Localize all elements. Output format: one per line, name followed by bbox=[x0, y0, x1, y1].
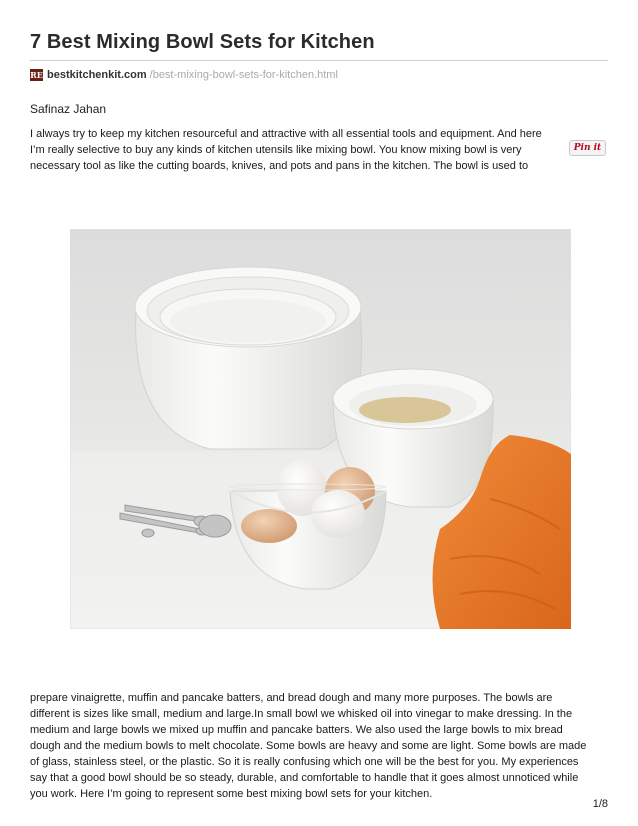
text-line: medium and large bowls we mixed up muffin and pancake batters. We also used the large bowls to mix bread bbox=[30, 724, 563, 736]
text-line: necessary tool as like the cutting boards, knives, and pots and pans in the kitchen. The bowl is used to bbox=[30, 160, 529, 172]
page-title: 7 Best Mixing Bowl Sets for Kitchen bbox=[30, 31, 375, 53]
site-favicon-icon: RE bbox=[30, 70, 43, 80]
source-line bbox=[30, 67, 338, 83]
text-line: I’m really selective to buy any kinds of kitchen utensils like mixing bowl. You know mixing bowl is very bbox=[30, 144, 522, 156]
egg bbox=[311, 490, 365, 538]
text-line: of glass, stainless steel, or the plastic. So it is really confusing which one will be the best for you. My experiences bbox=[30, 756, 579, 768]
mixing-bowls-photo bbox=[70, 229, 571, 629]
text-line: you work. Here I’m going to represent some best mixing bowl sets for your kitchen. bbox=[30, 788, 433, 800]
source-domain-link[interactable]: bestkitchenkit.com bbox=[47, 69, 147, 81]
intro-paragraph bbox=[30, 126, 542, 174]
text-line: dough and the medium bowls to melt chocolate. Some bowls are heavy and some are light. Some bowls are made bbox=[30, 740, 587, 752]
title-divider bbox=[30, 60, 608, 61]
source-path-link[interactable]: /best-mixing-bowl-sets-for-kitchen.html bbox=[149, 69, 338, 81]
egg bbox=[241, 509, 297, 543]
pin-it-button[interactable]: Pin it bbox=[569, 140, 606, 156]
page-number: 1/8 bbox=[592, 798, 608, 810]
body-paragraph bbox=[30, 690, 586, 802]
text-line: different is sizes like small, medium and large.In small bowl we whisked oil into vinegar to make dressing. In the bbox=[30, 708, 573, 720]
text-line: say that a good bowl should be so steady, durable, and comfortable to handle that it goes almost unnoticed while bbox=[30, 772, 579, 784]
text-line: prepare vinaigrette, muffin and pancake batters, and bread dough and many more purposes. The bowls are bbox=[30, 692, 553, 704]
author-name: Safinaz Jahan bbox=[30, 102, 107, 116]
text-line: I always try to keep my kitchen resourceful and attractive with all essential tools and equipment. And here bbox=[30, 128, 542, 140]
